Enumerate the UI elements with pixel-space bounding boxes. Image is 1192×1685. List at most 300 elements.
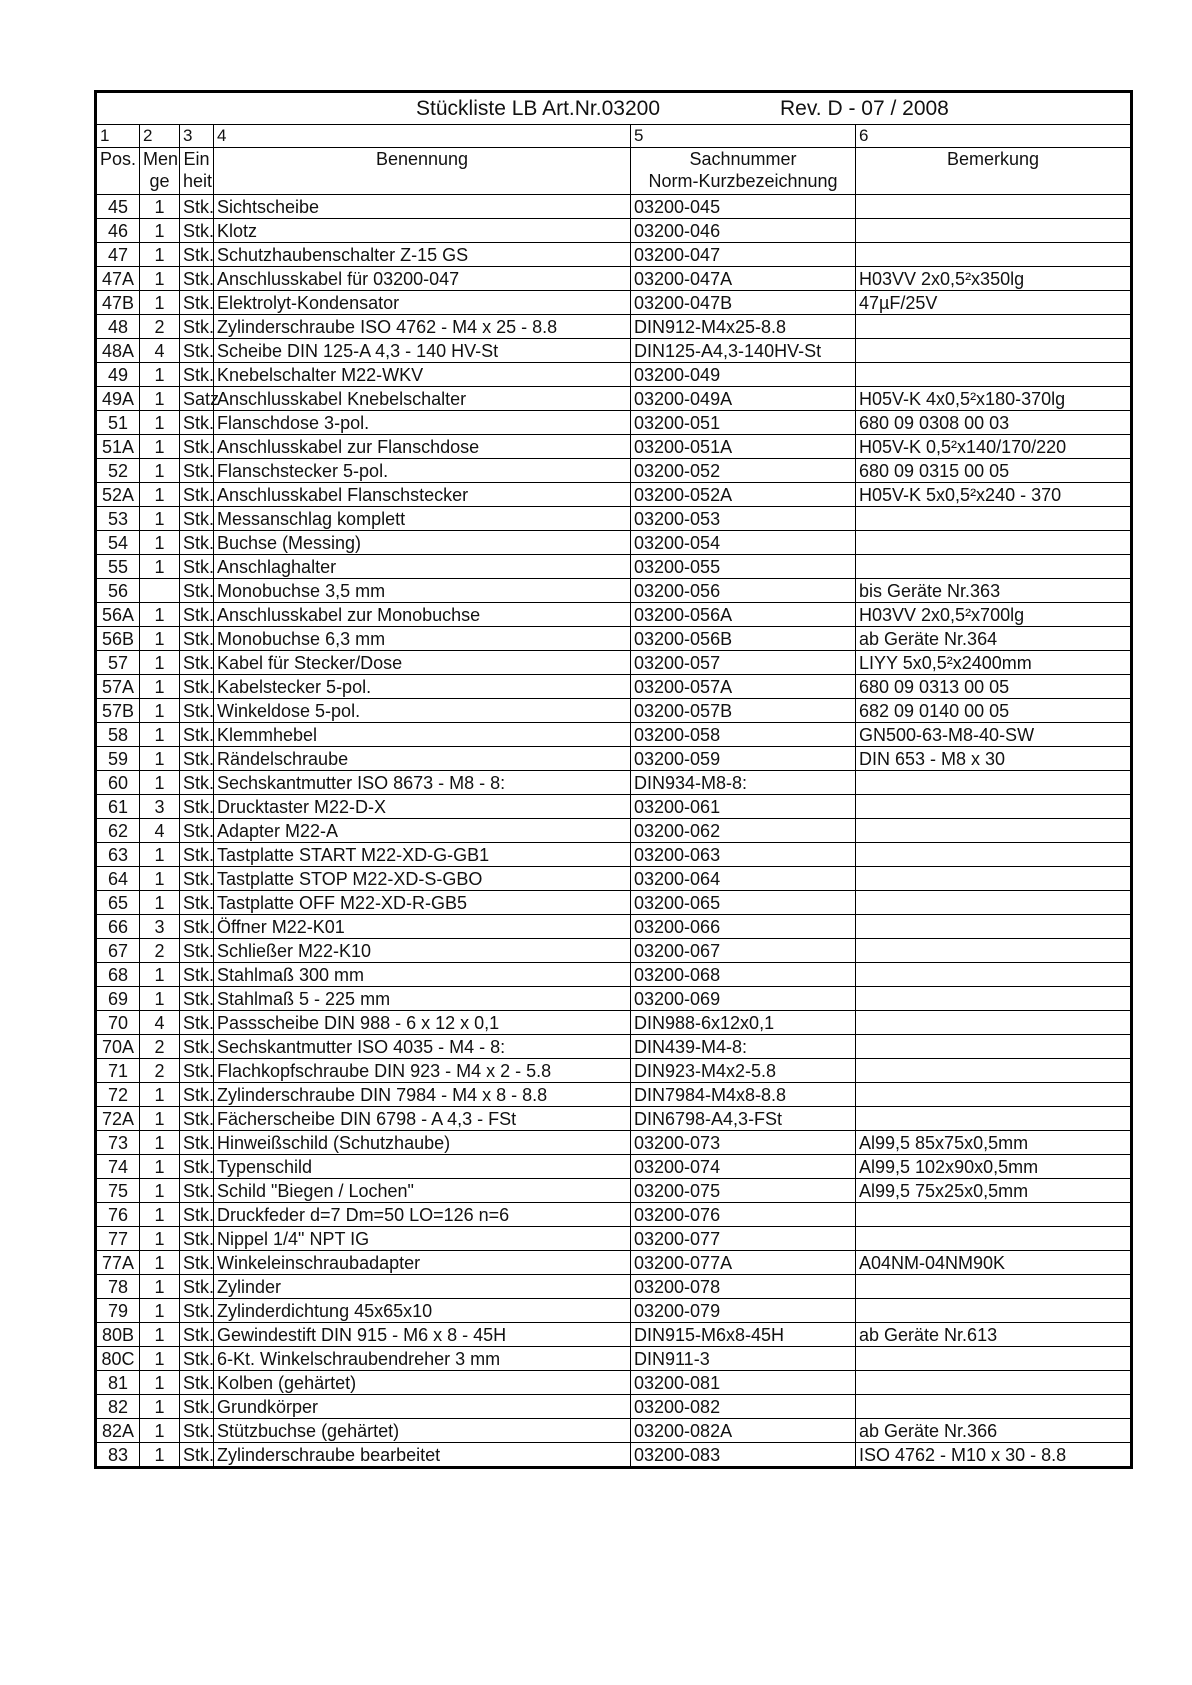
cell-pos: 47: [96, 243, 140, 267]
cell-benennung: Stahlmaß 300 mm: [214, 963, 631, 987]
cell-pos: 52: [96, 459, 140, 483]
cell-pos: 79: [96, 1299, 140, 1323]
cell-menge: 1: [140, 1443, 180, 1468]
cell-einheit: Stk.: [180, 1347, 214, 1371]
cell-einheit: Stk.: [180, 723, 214, 747]
cell-benennung: Knebelschalter M22-WKV: [214, 363, 631, 387]
cell-sachnummer: 03200-057B: [631, 699, 856, 723]
cell-einheit: Stk.: [180, 1107, 214, 1131]
cell-bemerkung: [856, 195, 1132, 219]
table-row: [96, 1179, 1132, 1203]
cell-benennung: Flanschdose 3-pol.: [214, 411, 631, 435]
cell-benennung: Zylinderschraube bearbeitet: [214, 1443, 631, 1468]
table-row: [96, 915, 1132, 939]
cell-benennung: Zylinderschraube DIN 7984 - M4 x 8 - 8.8: [214, 1083, 631, 1107]
cell-menge: 1: [140, 1323, 180, 1347]
table-row: [96, 1395, 1132, 1419]
cell-einheit: Stk.: [180, 867, 214, 891]
cell-menge: 1: [140, 267, 180, 291]
cell-benennung: Rändelschraube: [214, 747, 631, 771]
table-row: [96, 195, 1132, 219]
cell-menge: 4: [140, 819, 180, 843]
table-row: [96, 699, 1132, 723]
cell-sachnummer: 03200-082A: [631, 1419, 856, 1443]
cell-benennung: Anschlaghalter: [214, 555, 631, 579]
cell-bemerkung: ISO 4762 - M10 x 30 - 8.8: [856, 1443, 1132, 1468]
cell-sachnummer: 03200-057A: [631, 675, 856, 699]
cell-einheit: Stk.: [180, 771, 214, 795]
cell-menge: 4: [140, 339, 180, 363]
cell-bemerkung: [856, 891, 1132, 915]
cell-bemerkung: 680 09 0308 00 03: [856, 411, 1132, 435]
header-sachnummer-line1: Sachnummer: [689, 149, 797, 169]
cell-benennung: Monobuchse 6,3 mm: [214, 627, 631, 651]
cell-einheit: Stk.: [180, 531, 214, 555]
cell-bemerkung: [856, 1107, 1132, 1131]
cell-benennung: Kolben (gehärtet): [214, 1371, 631, 1395]
cell-benennung: Drucktaster M22-D-X: [214, 795, 631, 819]
cell-menge: 1: [140, 771, 180, 795]
cell-einheit: Stk.: [180, 363, 214, 387]
header-benennung-label: Benennung: [375, 149, 469, 169]
cell-benennung: Schild "Biegen / Lochen": [214, 1179, 631, 1203]
cell-bemerkung: [856, 939, 1132, 963]
cell-bemerkung: 680 09 0315 00 05: [856, 459, 1132, 483]
cell-bemerkung: [856, 1011, 1132, 1035]
cell-einheit: Stk.: [180, 1059, 214, 1083]
cell-sachnummer: 03200-055: [631, 555, 856, 579]
cell-sachnummer: 03200-068: [631, 963, 856, 987]
cell-benennung: Sechskantmutter ISO 4035 - M4 - 8:: [214, 1035, 631, 1059]
cell-sachnummer: 03200-046: [631, 219, 856, 243]
cell-benennung: Druckfeder d=7 Dm=50 LO=126 n=6: [214, 1203, 631, 1227]
cell-menge: 1: [140, 603, 180, 627]
cell-bemerkung: [856, 363, 1132, 387]
cell-pos: 47A: [96, 267, 140, 291]
table-row: [96, 435, 1132, 459]
cell-pos: 76: [96, 1203, 140, 1227]
cell-menge: 3: [140, 915, 180, 939]
cell-pos: 78: [96, 1275, 140, 1299]
cell-einheit: Satz: [180, 387, 214, 411]
cell-bemerkung: Al99,5 102x90x0,5mm: [856, 1155, 1132, 1179]
cell-bemerkung: [856, 987, 1132, 1011]
table-row: [96, 603, 1132, 627]
cell-einheit: Stk.: [180, 315, 214, 339]
table-row: [96, 627, 1132, 651]
cell-benennung: Elektrolyt-Kondensator: [214, 291, 631, 315]
cell-einheit: Stk.: [180, 1083, 214, 1107]
cell-pos: 48: [96, 315, 140, 339]
cell-pos: 53: [96, 507, 140, 531]
cell-sachnummer: 03200-054: [631, 531, 856, 555]
table-row: [96, 507, 1132, 531]
cell-menge: 4: [140, 1011, 180, 1035]
cell-benennung: Klemmhebel: [214, 723, 631, 747]
cell-bemerkung: [856, 1059, 1132, 1083]
cell-sachnummer: 03200-058: [631, 723, 856, 747]
table-row: [96, 1323, 1132, 1347]
cell-benennung: Klotz: [214, 219, 631, 243]
cell-einheit: Stk.: [180, 699, 214, 723]
cell-menge: 1: [140, 1371, 180, 1395]
cell-sachnummer: 03200-051A: [631, 435, 856, 459]
cell-sachnummer: 03200-067: [631, 939, 856, 963]
cell-benennung: Nippel 1/4" NPT IG: [214, 1227, 631, 1251]
cell-pos: 52A: [96, 483, 140, 507]
cell-pos: 72: [96, 1083, 140, 1107]
cell-sachnummer: 03200-056B: [631, 627, 856, 651]
cell-menge: 1: [140, 891, 180, 915]
cell-pos: 70: [96, 1011, 140, 1035]
cell-einheit: Stk.: [180, 411, 214, 435]
table-row: [96, 1347, 1132, 1371]
cell-einheit: Stk.: [180, 1035, 214, 1059]
cell-pos: 80C: [96, 1347, 140, 1371]
table-row: [96, 459, 1132, 483]
parts-list-table: [94, 90, 1133, 1469]
cell-einheit: Stk.: [180, 651, 214, 675]
cell-einheit: Stk.: [180, 291, 214, 315]
cell-bemerkung: H05V-K 4x0,5²x180-370lg: [856, 387, 1132, 411]
cell-sachnummer: 03200-074: [631, 1155, 856, 1179]
cell-sachnummer: 03200-077: [631, 1227, 856, 1251]
cell-bemerkung: Al99,5 85x75x0,5mm: [856, 1131, 1132, 1155]
cell-bemerkung: ab Geräte Nr.366: [856, 1419, 1132, 1443]
cell-einheit: Stk.: [180, 963, 214, 987]
cell-pos: 48A: [96, 339, 140, 363]
cell-menge: 1: [140, 1299, 180, 1323]
column-number-2: 2: [140, 125, 180, 148]
cell-bemerkung: [856, 555, 1132, 579]
column-number-6: 6: [856, 125, 1132, 148]
cell-menge: 2: [140, 1035, 180, 1059]
cell-einheit: Stk.: [180, 1203, 214, 1227]
cell-benennung: Gewindestift DIN 915 - M6 x 8 - 45H: [214, 1323, 631, 1347]
cell-menge: 1: [140, 1083, 180, 1107]
cell-pos: 82: [96, 1395, 140, 1419]
header-bemerkung-label: Bemerkung: [946, 149, 1040, 169]
cell-menge: 1: [140, 1155, 180, 1179]
table-row: [96, 795, 1132, 819]
cell-bemerkung: H05V-K 0,5²x140/170/220: [856, 435, 1132, 459]
cell-benennung: Zylinderdichtung 45x65x10: [214, 1299, 631, 1323]
header-einheit: [180, 148, 214, 195]
cell-sachnummer: 03200-051: [631, 411, 856, 435]
table-row: [96, 1275, 1132, 1299]
column-number-4: 4: [214, 125, 631, 148]
cell-pos: 75: [96, 1179, 140, 1203]
cell-benennung: Tastplatte START M22-XD-G-GB1: [214, 843, 631, 867]
cell-einheit: Stk.: [180, 627, 214, 651]
table-row: [96, 1131, 1132, 1155]
cell-menge: 1: [140, 1131, 180, 1155]
cell-sachnummer: 03200-078: [631, 1275, 856, 1299]
cell-pos: 81: [96, 1371, 140, 1395]
cell-menge: 1: [140, 699, 180, 723]
header-benennung: [214, 148, 631, 195]
cell-sachnummer: 03200-064: [631, 867, 856, 891]
cell-einheit: Stk.: [180, 243, 214, 267]
cell-benennung: Zylinder: [214, 1275, 631, 1299]
cell-sachnummer: DIN923-M4x2-5.8: [631, 1059, 856, 1083]
table-row: [96, 651, 1132, 675]
cell-menge: 2: [140, 1059, 180, 1083]
header-menge-line1: Men: [143, 149, 179, 169]
table-row: [96, 1035, 1132, 1059]
cell-menge: 1: [140, 1203, 180, 1227]
cell-bemerkung: [856, 1395, 1132, 1419]
cell-menge: 1: [140, 219, 180, 243]
cell-menge: 1: [140, 675, 180, 699]
cell-bemerkung: ab Geräte Nr.613: [856, 1323, 1132, 1347]
cell-pos: 80B: [96, 1323, 140, 1347]
cell-bemerkung: [856, 963, 1132, 987]
cell-sachnummer: 03200-053: [631, 507, 856, 531]
cell-bemerkung: [856, 531, 1132, 555]
cell-benennung: Zylinderschraube ISO 4762 - M4 x 25 - 8.8: [214, 315, 631, 339]
table-row: [96, 483, 1132, 507]
cell-einheit: Stk.: [180, 1323, 214, 1347]
cell-sachnummer: 03200-083: [631, 1443, 856, 1468]
cell-sachnummer: 03200-081: [631, 1371, 856, 1395]
cell-sachnummer: DIN911-3: [631, 1347, 856, 1371]
cell-sachnummer: 03200-047B: [631, 291, 856, 315]
cell-einheit: Stk.: [180, 1179, 214, 1203]
cell-pos: 62: [96, 819, 140, 843]
cell-pos: 72A: [96, 1107, 140, 1131]
cell-einheit: Stk.: [180, 1443, 214, 1468]
cell-benennung: Flachkopfschraube DIN 923 - M4 x 2 - 5.8: [214, 1059, 631, 1083]
cell-pos: 66: [96, 915, 140, 939]
cell-sachnummer: DIN915-M6x8-45H: [631, 1323, 856, 1347]
cell-benennung: Anschlusskabel Knebelschalter: [214, 387, 631, 411]
cell-pos: 61: [96, 795, 140, 819]
column-number-1: 1: [96, 125, 140, 148]
cell-sachnummer: 03200-062: [631, 819, 856, 843]
cell-sachnummer: 03200-049A: [631, 387, 856, 411]
cell-menge: 1: [140, 459, 180, 483]
cell-benennung: Grundkörper: [214, 1395, 631, 1419]
cell-pos: 57A: [96, 675, 140, 699]
cell-benennung: Anschlusskabel Flanschstecker: [214, 483, 631, 507]
cell-einheit: Stk.: [180, 459, 214, 483]
cell-pos: 49: [96, 363, 140, 387]
cell-einheit: Stk.: [180, 939, 214, 963]
cell-pos: 82A: [96, 1419, 140, 1443]
cell-benennung: Winkeleinschraubadapter: [214, 1251, 631, 1275]
cell-bemerkung: Al99,5 75x25x0,5mm: [856, 1179, 1132, 1203]
table-row: [96, 315, 1132, 339]
cell-einheit: Stk.: [180, 603, 214, 627]
cell-bemerkung: [856, 819, 1132, 843]
cell-einheit: Stk.: [180, 507, 214, 531]
cell-menge: 1: [140, 867, 180, 891]
cell-menge: [140, 579, 180, 603]
cell-sachnummer: 03200-052: [631, 459, 856, 483]
cell-benennung: Sechskantmutter ISO 8673 - M8 - 8:: [214, 771, 631, 795]
cell-bemerkung: bis Geräte Nr.363: [856, 579, 1132, 603]
cell-menge: 1: [140, 843, 180, 867]
cell-menge: 2: [140, 939, 180, 963]
cell-pos: 56: [96, 579, 140, 603]
cell-pos: 47B: [96, 291, 140, 315]
cell-sachnummer: 03200-063: [631, 843, 856, 867]
table-row: [96, 555, 1132, 579]
cell-benennung: Stützbuchse (gehärtet): [214, 1419, 631, 1443]
cell-bemerkung: 682 09 0140 00 05: [856, 699, 1132, 723]
cell-benennung: Öffner M22-K01: [214, 915, 631, 939]
cell-sachnummer: DIN934-M8-8:: [631, 771, 856, 795]
cell-sachnummer: DIN988-6x12x0,1: [631, 1011, 856, 1035]
table-row: [96, 291, 1132, 315]
cell-bemerkung: GN500-63-M8-40-SW: [856, 723, 1132, 747]
cell-benennung: Fächerscheibe DIN 6798 - A 4,3 - FSt: [214, 1107, 631, 1131]
cell-bemerkung: [856, 1227, 1132, 1251]
cell-einheit: Stk.: [180, 915, 214, 939]
cell-menge: 1: [140, 1227, 180, 1251]
title-row: [96, 92, 1132, 125]
cell-sachnummer: 03200-065: [631, 891, 856, 915]
cell-pos: 45: [96, 195, 140, 219]
cell-benennung: Passscheibe DIN 988 - 6 x 12 x 0,1: [214, 1011, 631, 1035]
table-row: [96, 1011, 1132, 1035]
cell-bemerkung: 680 09 0313 00 05: [856, 675, 1132, 699]
header-pos: [96, 148, 140, 195]
table-row: [96, 963, 1132, 987]
cell-menge: 1: [140, 651, 180, 675]
cell-sachnummer: 03200-045: [631, 195, 856, 219]
cell-benennung: Adapter M22-A: [214, 819, 631, 843]
cell-einheit: Stk.: [180, 267, 214, 291]
table-row: [96, 219, 1132, 243]
table-row: [96, 675, 1132, 699]
table-row: [96, 939, 1132, 963]
header-einheit-line1: Ein: [183, 149, 210, 169]
cell-einheit: Stk.: [180, 195, 214, 219]
cell-menge: 1: [140, 987, 180, 1011]
cell-menge: 1: [140, 387, 180, 411]
cell-bemerkung: LIYY 5x0,5²x2400mm: [856, 651, 1132, 675]
cell-bemerkung: [856, 1203, 1132, 1227]
cell-einheit: Stk.: [180, 1227, 214, 1251]
cell-benennung: Tastplatte STOP M22-XD-S-GBO: [214, 867, 631, 891]
cell-einheit: Stk.: [180, 1131, 214, 1155]
table-row: [96, 1107, 1132, 1131]
cell-benennung: Schließer M22-K10: [214, 939, 631, 963]
cell-sachnummer: 03200-073: [631, 1131, 856, 1155]
document-title: Stückliste LB Art.Nr.03200: [416, 96, 660, 120]
table-row: [96, 1203, 1132, 1227]
cell-pos: 57: [96, 651, 140, 675]
table-row: [96, 771, 1132, 795]
cell-einheit: Stk.: [180, 843, 214, 867]
cell-einheit: Stk.: [180, 1251, 214, 1275]
cell-benennung: Anschlusskabel zur Monobuchse: [214, 603, 631, 627]
cell-bemerkung: [856, 1371, 1132, 1395]
cell-einheit: Stk.: [180, 555, 214, 579]
cell-sachnummer: DIN6798-A4,3-FSt: [631, 1107, 856, 1131]
cell-einheit: Stk.: [180, 219, 214, 243]
table-row: [96, 819, 1132, 843]
cell-bemerkung: H03VV 2x0,5²x350lg: [856, 267, 1132, 291]
cell-menge: 1: [140, 483, 180, 507]
cell-bemerkung: [856, 339, 1132, 363]
cell-sachnummer: 03200-059: [631, 747, 856, 771]
cell-benennung: Hinweißschild (Schutzhaube): [214, 1131, 631, 1155]
cell-pos: 51: [96, 411, 140, 435]
cell-einheit: Stk.: [180, 1011, 214, 1035]
cell-pos: 77: [96, 1227, 140, 1251]
cell-sachnummer: 03200-077A: [631, 1251, 856, 1275]
cell-einheit: Stk.: [180, 339, 214, 363]
cell-benennung: Monobuchse 3,5 mm: [214, 579, 631, 603]
cell-pos: 69: [96, 987, 140, 1011]
cell-menge: 1: [140, 411, 180, 435]
cell-bemerkung: [856, 915, 1132, 939]
column-number-row: [96, 125, 1132, 148]
column-number-5: 5: [631, 125, 856, 148]
cell-bemerkung: [856, 795, 1132, 819]
table-row: [96, 867, 1132, 891]
cell-pos: 55: [96, 555, 140, 579]
cell-menge: 1: [140, 195, 180, 219]
cell-sachnummer: 03200-056A: [631, 603, 856, 627]
cell-pos: 68: [96, 963, 140, 987]
table-row: [96, 531, 1132, 555]
cell-menge: 1: [140, 1419, 180, 1443]
cell-einheit: Stk.: [180, 1155, 214, 1179]
table-row: [96, 723, 1132, 747]
cell-einheit: Stk.: [180, 579, 214, 603]
cell-menge: 1: [140, 435, 180, 459]
revision-label: Rev. D - 07 / 2008: [780, 96, 949, 120]
cell-pos: 83: [96, 1443, 140, 1468]
cell-bemerkung: [856, 1275, 1132, 1299]
cell-menge: 1: [140, 747, 180, 771]
cell-benennung: Anschlusskabel für 03200-047: [214, 267, 631, 291]
cell-sachnummer: 03200-075: [631, 1179, 856, 1203]
column-number-3: 3: [180, 125, 214, 148]
cell-bemerkung: DIN 653 - M8 x 30: [856, 747, 1132, 771]
cell-benennung: Kabelstecker 5-pol.: [214, 675, 631, 699]
cell-benennung: Kabel für Stecker/Dose: [214, 651, 631, 675]
cell-bemerkung: [856, 1347, 1132, 1371]
cell-bemerkung: [856, 843, 1132, 867]
cell-benennung: Sichtscheibe: [214, 195, 631, 219]
cell-benennung: Winkeldose 5-pol.: [214, 699, 631, 723]
cell-bemerkung: [856, 867, 1132, 891]
cell-einheit: Stk.: [180, 1419, 214, 1443]
cell-menge: 1: [140, 1395, 180, 1419]
cell-pos: 56A: [96, 603, 140, 627]
cell-pos: 59: [96, 747, 140, 771]
cell-benennung: Stahlmaß 5 - 225 mm: [214, 987, 631, 1011]
title-cell: [96, 92, 1132, 125]
cell-benennung: Scheibe DIN 125-A 4,3 - 140 HV-St: [214, 339, 631, 363]
table-row: [96, 411, 1132, 435]
cell-menge: 1: [140, 363, 180, 387]
table-row: [96, 1251, 1132, 1275]
table-row: [96, 987, 1132, 1011]
cell-menge: 1: [140, 531, 180, 555]
cell-sachnummer: 03200-047: [631, 243, 856, 267]
cell-sachnummer: DIN7984-M4x8-8.8: [631, 1083, 856, 1107]
cell-sachnummer: DIN439-M4-8:: [631, 1035, 856, 1059]
cell-menge: 1: [140, 723, 180, 747]
cell-benennung: Typenschild: [214, 1155, 631, 1179]
cell-benennung: Buchse (Messing): [214, 531, 631, 555]
